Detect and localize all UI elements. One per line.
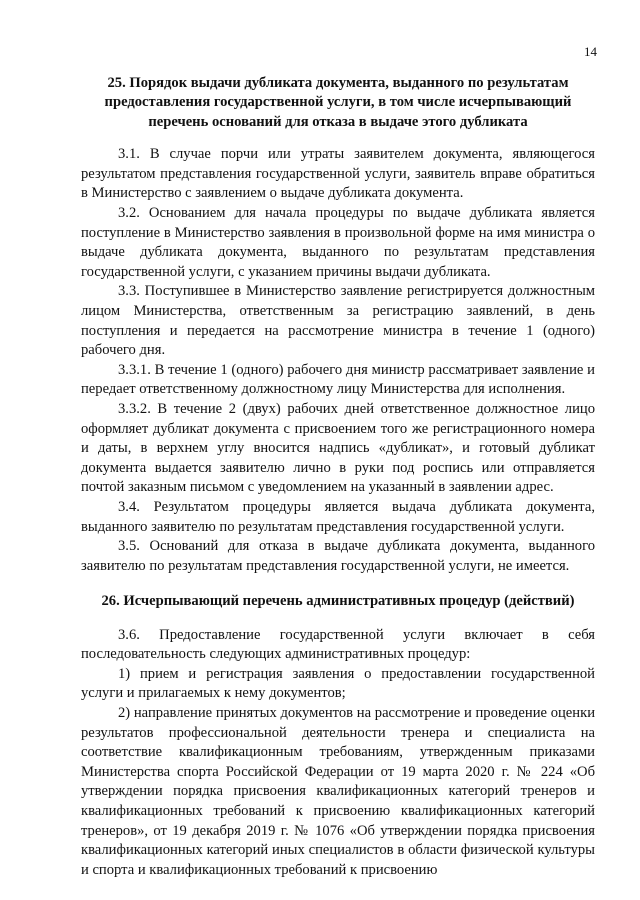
paragraph-3-3-1: 3.3.1. В течение 1 (одного) рабочего дня министр рассматривает заявление и передает ответственному должностному лицу Министерства для исполнения. xyxy=(81,361,595,398)
paragraph-3-3: 3.3. Поступившее в Министерство заявление регистрируется должностным лицом Министерства, ответственным за регистрацию заявлений, в день поступления и передается на рассмотрение министра в течение 1 (одного) рабочего дня. xyxy=(81,283,595,359)
paragraph-3-4: 3.4. Результатом процедуры является выдача дубликата документа, выданного заявителю по результатам представления государственной услуги. xyxy=(81,498,595,535)
section-heading-25: 25. Порядок выдачи дубликата документа, выданного по результатам предоставления государственной услуги, в том числе исчерпывающий перечень оснований для отказа в выдаче этого дубликата xyxy=(104,75,572,130)
page-number: 14 xyxy=(584,44,597,59)
paragraph-3-2: 3.2. Основанием для начала процедуры по выдаче дубликата является поступление в Министерство заявления в произвольной форме на имя министра о выдаче дубликата документа, выданного по результатам представления государственной услуги, с указанием причины выдачи дубликата. xyxy=(81,205,595,280)
list-item-1: 1) прием и регистрация заявления о предоставлении государственной услуги и прилагаемых к нему документов; xyxy=(81,665,595,702)
list-item-2: 2) направление принятых документов на рассмотрение и проведение оценки результатов профессиональной деятельности тренера и специалиста на соответствие квалификационным требованиям, утвержденным приказами Министерства спорта Российской Федерации от 19 марта 2020 г. № 224 «Об утверждении порядка присвоения квалификационных категорий тренеров и квалификационных требований к присвоению квалификационных категорий тренеров», от 19 декабря 2019 г. № 1076 «Об утверждении порядка присвоения квалификационных категорий иных специалистов в области физической культуры и спорта и квалификационных требований к присвоению xyxy=(81,705,595,878)
paragraph-3-1: 3.1. В случае порчи или утраты заявителем документа, являющегося результатом представления государственной услуги, заявитель вправе обратиться в Министерство с заявлением о выдаче дубликата документа. xyxy=(81,146,595,202)
page-content xyxy=(81,74,595,880)
paragraph-3-6: 3.6. Предоставление государственной услуги включает в себя последовательность следующих административных процедур: xyxy=(81,626,595,663)
paragraph-3-5: 3.5. Оснований для отказа в выдаче дубликата документа, выданного заявителю по результатам представления государственной услуги, не имеется. xyxy=(81,538,595,574)
paragraph-3-3-2: 3.3.2. В течение 2 (двух) рабочих дней ответственное должностное лицо оформляет дубликат документа с присвоением того же регистрационного номера и даты, в верхнем углу вносится надпись «дубликат», и готовый дубликат документа выдается заявителю лично в руки под роспись или отправляется почтой заказным письмом с уведомлением на указанный в заявлении адрес. xyxy=(81,400,595,496)
section-heading-26: 26. Исчерпывающий перечень административных процедур (действий) xyxy=(101,593,575,610)
